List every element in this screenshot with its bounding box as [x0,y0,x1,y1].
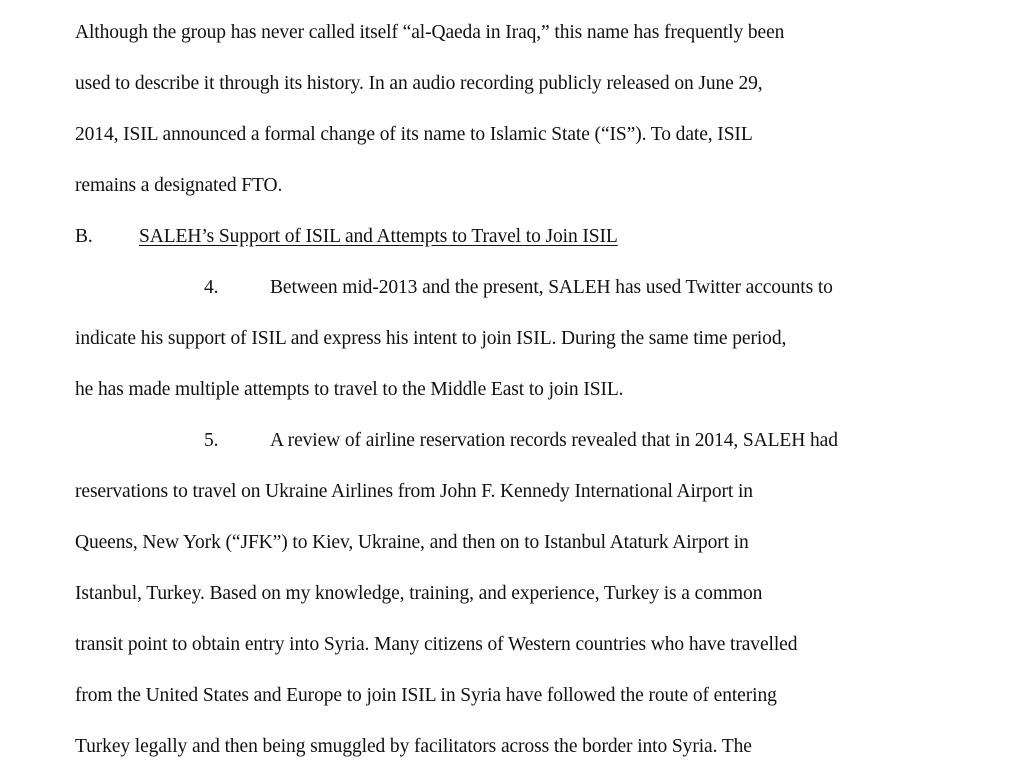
intro-line-4: remains a designated FTO. [75,175,283,196]
paragraph-5-line-6: from the United States and Europe to join ISIL in Syria have followed the route of entering [75,685,777,706]
intro-line-2: used to describe it through its history. In an audio recording publicly released on June 29, [75,73,763,94]
paragraph-5-number: 5. [204,430,219,451]
paragraph-5-line-4: Istanbul, Turkey. Based on my knowledge, training, and experience, Turkey is a common [75,583,763,604]
intro-line-1: Although the group has never called itself “al-Qaeda in Iraq,” this name has frequently been [75,22,785,43]
paragraph-5-line-2: reservations to travel on Ukraine Airlines from John F. Kennedy International Airport in [75,481,753,502]
paragraph-4-line-2: indicate his support of ISIL and express his intent to join ISIL. During the same time period, [75,328,787,349]
paragraph-5-first-text: A review of airline reservation records revealed that in 2014, SALEH had [270,430,838,451]
section-b-letter: B. [75,226,93,247]
paragraph-5-line-5: transit point to obtain entry into Syria. Many citizens of Western countries who have travelled [75,634,798,655]
section-b-title: SALEH’s Support of ISIL and Attempts to Travel to Join ISIL [139,226,618,247]
paragraph-5-line-7: Turkey legally and then being smuggled by facilitators across the border into Syria. The [75,736,752,757]
paragraph-4-line-3: he has made multiple attempts to travel to the Middle East to join ISIL. [75,379,624,400]
paragraph-4-number: 4. [204,277,219,298]
paragraph-5-line-3: Queens, New York (“JFK”) to Kiev, Ukraine, and then on to Istanbul Ataturk Airport in [75,532,749,553]
intro-line-3: 2014, ISIL announced a formal change of its name to Islamic State (“IS”). To date, ISIL [75,124,753,145]
paragraph-4-first-text: Between mid-2013 and the present, SALEH has used Twitter accounts to [270,277,833,298]
